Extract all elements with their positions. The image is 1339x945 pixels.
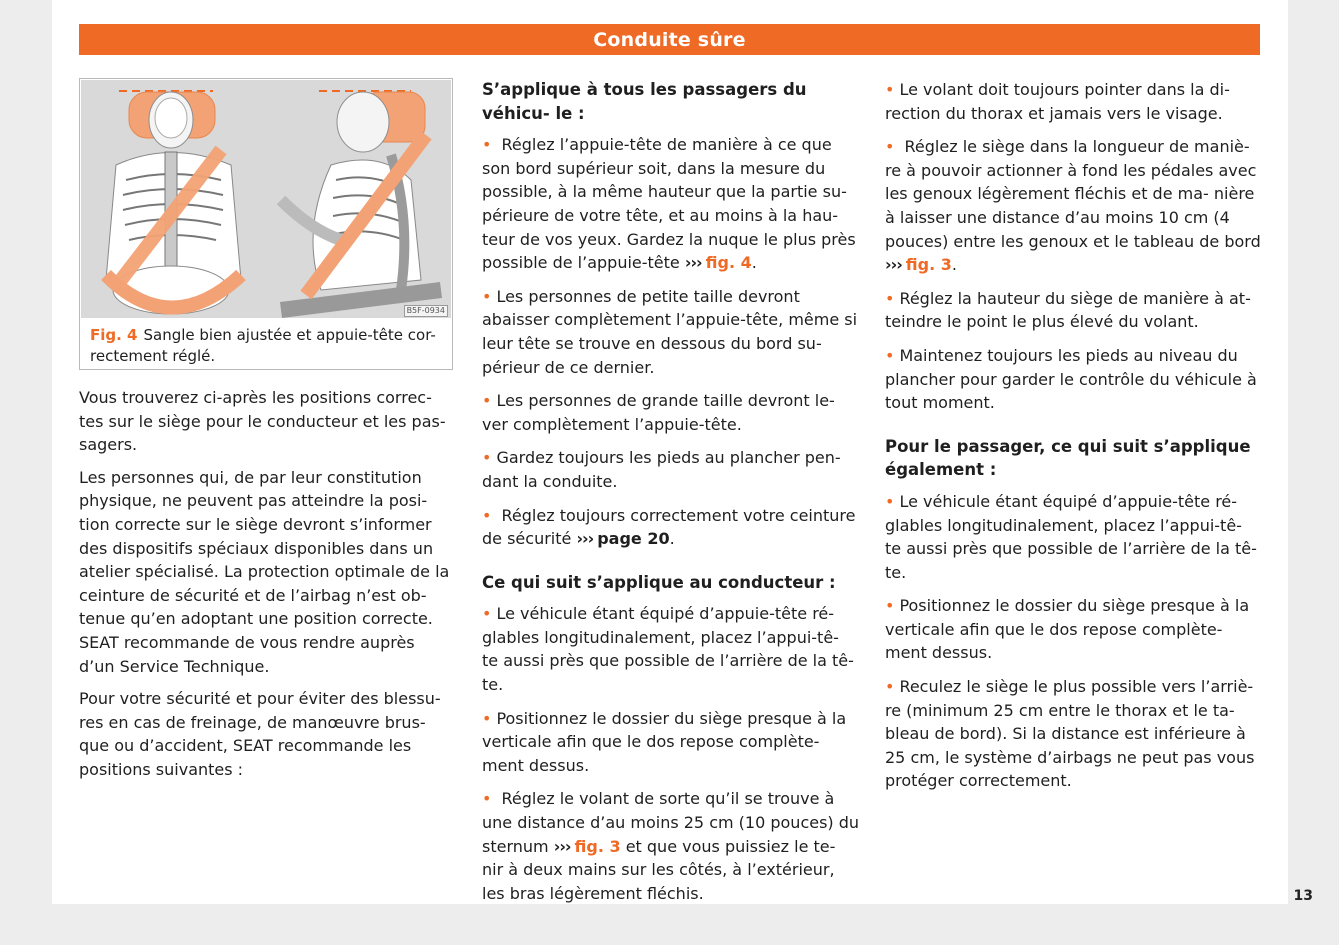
ref-target: fig. 3 (905, 255, 952, 275)
list-item: • Reculez le siège le plus possible vers l’arriè- re (minimum 25 cm entre le thorax et le ta- bleau de bord). Si la distance est inférieure à 25 cm, le système d’airbags ne peut pas vous protéger correctement. (885, 675, 1263, 793)
ref-arrow-icon: ››› (553, 836, 571, 856)
list-item: • Les personnes de grande taille devront le- ver complètement l’appuie-tête. (482, 389, 860, 436)
ref-target: fig. 4 (705, 253, 752, 273)
ref-arrow-icon: ››› (684, 253, 702, 273)
figure-caption (80, 319, 452, 367)
list-item: • Gardez toujours les pieds au plancher pen- dant la conduite. (482, 446, 860, 493)
list-item: • Le véhicule étant équipé d’appuie-tête ré- glables longitudinalement, placez l’appui-tê- te aussi près que possible de l’arrière de la tê- te. (885, 490, 1263, 584)
list-item: • Maintenez toujours les pieds au niveau du plancher pour garder le contrôle du véhicule à tout moment. (885, 344, 1263, 415)
column-2 (482, 78, 860, 915)
seatbelt-headrest-illustration (81, 80, 451, 318)
list-item: • Réglez le siège dans la longueur de maniè- re à pouvoir actionner à fond les pédales avec les genoux légèrement fléchis et de ma- nière à laisser une distance d’au moins 10 cm (4 pouces) entre les genoux et le tableau de bord ››› fig. 3. (885, 135, 1263, 277)
list-item: • Positionnez le dossier du siège presque à la verticale afin que le dos repose complète- ment dessus. (885, 594, 1263, 665)
section-title: Conduite sûre (593, 28, 746, 51)
list-item: • Positionnez le dossier du siège presque à la verticale afin que le dos repose complète- ment dessus. (482, 707, 860, 778)
page-number: 13 (1293, 888, 1313, 904)
list-item-text: Réglez le siège dans la longueur de maniè- re à pouvoir actionner à fond les pédales avec les genoux légèrement fléchis et de ma- nière à laisser une distance d’au moins 10 cm (4 pouces) entre les genoux et le tableau de bord (885, 137, 1261, 251)
ref-arrow-icon: ››› (576, 529, 594, 549)
ref-target: page 20 (597, 529, 670, 549)
figure-caption-text: Sangle bien ajustée et appuie-tête cor- rectement réglé. (90, 326, 436, 365)
recommendation-paragraph: Pour votre sécurité et pour éviter des blessu- res en cas de freinage, de manœuvre brus- que ou d’accident, SEAT recommande les positions suivantes : (79, 689, 441, 779)
list-item: • Le volant doit toujours pointer dans la di- rection du thorax et jamais vers le visage. (885, 78, 1263, 125)
list-item (482, 787, 860, 905)
figure-code: B5F-0934 (404, 305, 448, 317)
heading-driver: Ce qui suit s’applique au conducteur : (482, 572, 836, 592)
column-1 (79, 78, 453, 791)
ref-target: fig. 3 (574, 836, 621, 856)
constitution-paragraph: Les personnes qui, de par leur constitution physique, ne peuvent pas atteindre la posi- tion correcte sur le siège devront s’informer des dispositifs spéciaux disponibles dans un atelier spécialisé. La protection optimale de la ceinture de sécurité et de l’airbag n’est ob- tenue qu’en adoptant une position correcte. SEAT recommande de vous rendre auprès d’un Service Technique. (79, 467, 450, 676)
list-item-text: Réglez le volant de sorte qu’il se trouve à une distance d’au moins 25 cm (10 pouces) du sternum (482, 789, 860, 856)
figure-illustration (81, 80, 451, 318)
intro-paragraph: Vous trouverez ci-après les positions correc- tes sur le siège pour le conducteur et les pas- sagers. (79, 388, 446, 455)
list-item: • Réglez l’appuie-tête de manière à ce que son bord supérieur soit, dans la mesure du possible, à la même hauteur que la partie su- périeure de votre tête, et au moins à la hau- teur de vos yeux. Gardez la nuque le plus près possible de l’appuie-tête ››› fig. 4. (482, 133, 860, 275)
cross-reference-link[interactable] (576, 529, 669, 548)
list-item: • Les personnes de petite taille devront abaisser complètement l’appuie-tête, même si leur tête se trouve en dessous du bord su- périeur de ce dernier. (482, 285, 860, 379)
list-item-text: et que vous puissiez le te- nir à deux mains sur les côtés, à l’extérieur, les bras légèrement fléchis. (482, 836, 836, 903)
list-item: • Réglez toujours correctement votre ceinture de sécurité ››› page 20. (482, 504, 860, 551)
cross-reference-link[interactable] (554, 837, 621, 856)
cross-reference-link[interactable] (885, 255, 952, 274)
list-item: • Réglez la hauteur du siège de manière à at- teindre le point le plus élevé du volant. (885, 287, 1263, 334)
figure (79, 78, 453, 370)
heading-passenger: Pour le passager, ce qui suit s’applique également : (885, 436, 1251, 480)
cross-reference-link[interactable] (685, 253, 752, 272)
ref-arrow-icon: ››› (885, 255, 902, 275)
section-header (79, 24, 1260, 55)
list-item: • Le véhicule étant équipé d’appuie-tête ré- glables longitudinalement, placez l’appui-tê- te aussi près que possible de l’arrière de la tê- te. (482, 602, 860, 696)
figure-label: Fig. 4 (90, 326, 138, 344)
heading-all-passengers: S’applique à tous les passagers du véhicu- le : (482, 80, 807, 123)
list-item-text: Réglez toujours correctement votre ceinture de sécurité (482, 505, 856, 549)
list-item-text: Réglez l’appuie-tête de manière à ce que son bord supérieur soit, dans la mesure du possible, à la même hauteur que la partie su- périeure de votre tête, et au moins à la hau- teur de vos yeux. Gardez la nuque le plus près possible de l’appuie-tête (482, 135, 856, 273)
column-3 (885, 78, 1263, 803)
